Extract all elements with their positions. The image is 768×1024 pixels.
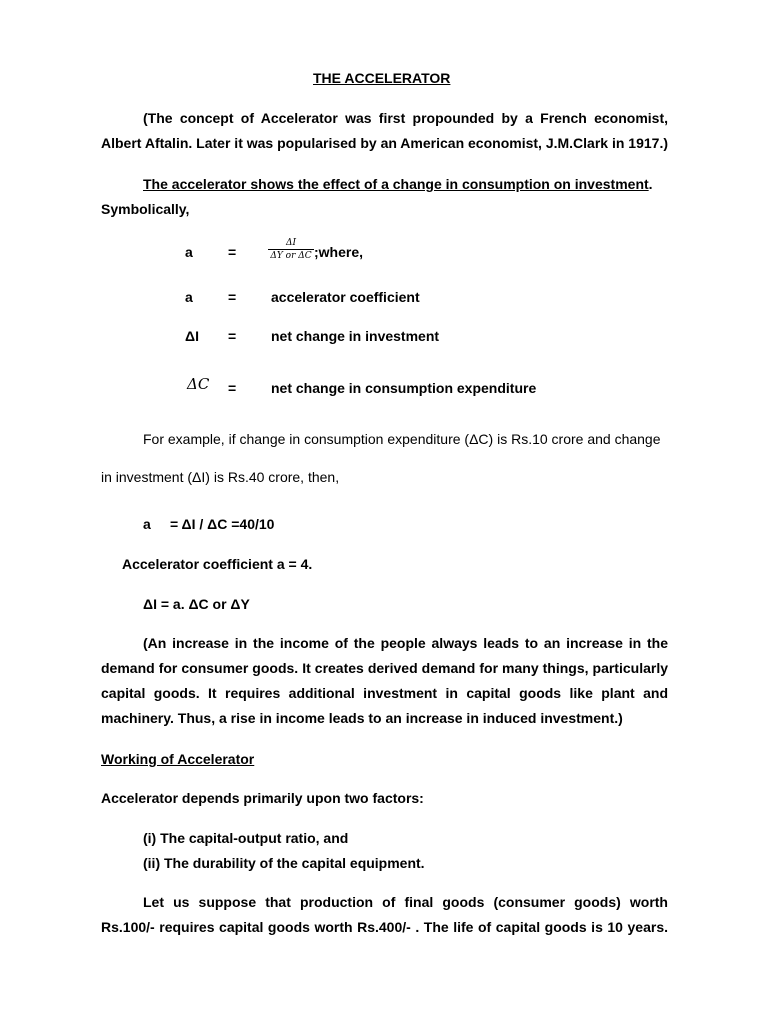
def-symbol-a: a (185, 289, 193, 305)
suppose-line-2: Rs.100/- requires capital goods worth Rs.400/- . The life of capital goods is 10 years. (101, 919, 668, 935)
def-text-delta-c: net change in consumption expenditure (271, 380, 537, 396)
depends-line: Accelerator depends primarily upon two factors: (101, 790, 424, 806)
calc-result: Accelerator coefficient a = 4. (122, 556, 313, 572)
income-para-line-4: machinery. Thus, a rise in income leads to an increase in induced investment.) (101, 710, 623, 726)
def-equals-a: = (228, 289, 237, 305)
formula-symbol-a: a (185, 244, 193, 260)
fraction-numerator: ΔI (268, 238, 314, 250)
factor-item-1: (i) The capital-output ratio, and (143, 830, 349, 846)
formula-equals: = (228, 244, 237, 260)
income-para-line-1: (An increase in the income of the people always leads to an increase in the (143, 635, 668, 651)
formula-where: ;where, (314, 244, 364, 260)
factor-item-2: (ii) The durability of the capital equipment. (143, 855, 425, 871)
example-line-1: For example, if change in consumption expenditure (ΔC) is Rs.10 crore and change (143, 431, 661, 447)
calc-expression: = ΔI / ΔC =40/10 (170, 516, 275, 532)
intro-line-2: Albert Aftalin. Later it was popularised by an American economist, J.M.Clark in 1917.) (101, 135, 668, 151)
definition-line-2: Symbolically, (101, 201, 190, 217)
income-para-line-2: demand for consumer goods. It creates derived demand for many things, particularly (101, 660, 668, 676)
calc-symbol: a (143, 516, 151, 532)
def-equals-delta-c: = (228, 380, 237, 396)
def-text-delta-i: net change in investment (271, 328, 440, 344)
intro-line-1: (The concept of Accelerator was first propounded by a French economist, (143, 110, 668, 126)
working-heading: Working of Accelerator (101, 751, 255, 767)
def-symbol-delta-i: ΔI (185, 328, 199, 344)
suppose-line-1: Let us suppose that production of final goods (consumer goods) worth (143, 894, 668, 910)
definition-period: . (648, 176, 653, 192)
definition-line-1 (143, 175, 653, 193)
example-line-2: in investment (ΔI) is Rs.40 crore, then, (101, 469, 340, 485)
calc-relation: ΔI = a. ΔC or ΔY (143, 596, 250, 612)
accelerator-fraction (268, 238, 314, 261)
definition-underlined: The accelerator shows the effect of a change in consumption on investment (143, 176, 649, 192)
page-title: THE ACCELERATOR (313, 70, 451, 86)
def-equals-delta-i: = (228, 328, 237, 344)
def-symbol-delta-c: ΔC (187, 375, 210, 393)
fraction-denominator: ΔY or ΔC (270, 251, 312, 261)
income-para-line-3: capital goods. It requires additional investment in capital goods like plant and (101, 685, 668, 701)
def-text-a: accelerator coefficient (271, 289, 420, 305)
